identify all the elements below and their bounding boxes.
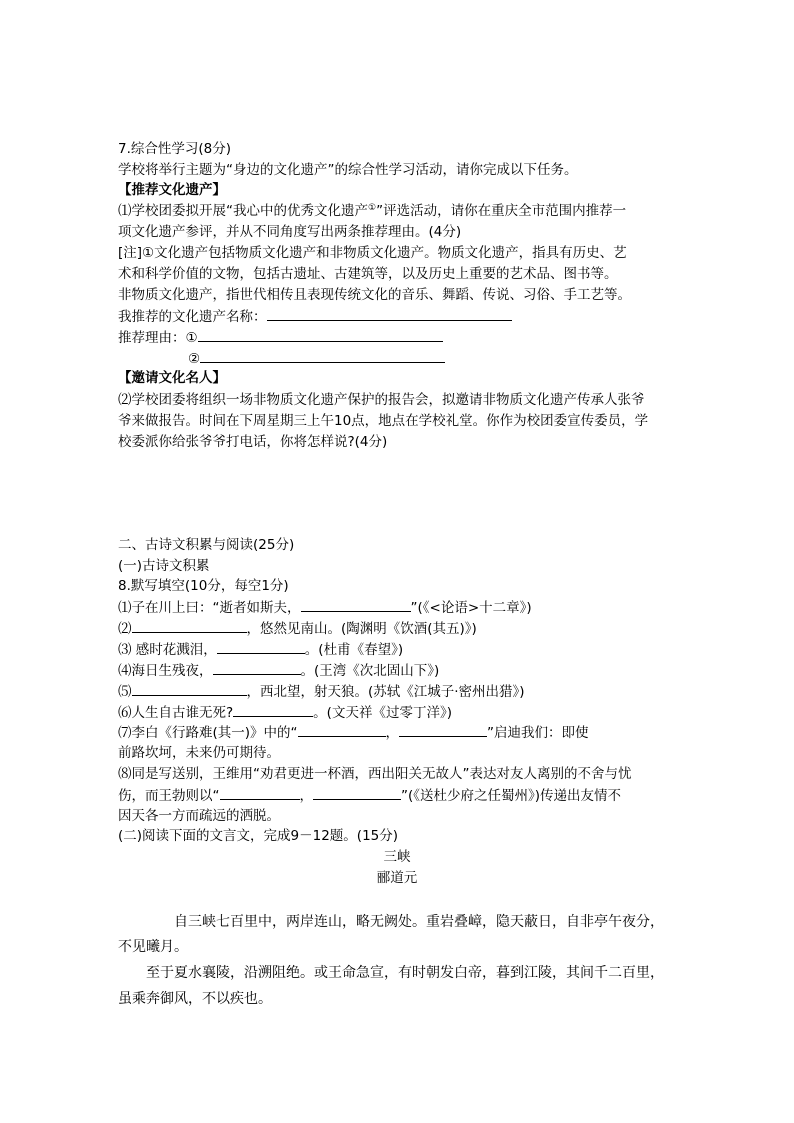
passage-p1-line2: 不见曦月。 xyxy=(118,939,188,955)
blank xyxy=(217,639,305,654)
passage-p2-line2: 虽乘奔御风，不以疾也。 xyxy=(118,991,272,1007)
heritage-name-blank xyxy=(267,306,512,321)
part2-title: 二、古诗文积累与阅读(25分) xyxy=(118,537,295,553)
q8-item7-line2: 前路坎坷，未来仍可期待。 xyxy=(118,745,280,761)
q8-item7-line1: ⑺李白《行路难(其一)》中的“ ， ”启迪我们：即使 xyxy=(118,722,589,743)
q8-item5: ⑸ ，西北望，射天狼。(苏轼《江城子·密州出猎》) xyxy=(118,681,525,702)
blank xyxy=(132,681,247,696)
footnote-marker: ① xyxy=(368,203,377,213)
q8-item1: ⑴子在川上曰：“逝者如斯夫， ”(《<论语>十二章》) xyxy=(118,597,532,618)
q8-item4: ⑷海日生残夜， 。(王湾《次北固山下》) xyxy=(118,660,439,681)
note-line1: [注]①文化遗产包括物质文化遗产和非物质文化遗产。物质文化遗产，指具有历史、艺 xyxy=(118,245,627,261)
part2-sub1: (一)古诗文积累 xyxy=(118,558,210,574)
q8-item8-line1: ⑻同是写送别，王维用“劝君更进一杯酒，西出阳关无故人”表达对友人离别的不舍与忧 xyxy=(118,766,632,782)
reason2-blank xyxy=(200,348,445,363)
q8-item2: ⑵ ，悠然见南山。(陶渊明《饮酒(其五)》) xyxy=(118,618,477,639)
q8-item6: ⑹人生自古谁无死? 。(文天祥《过零丁洋》) xyxy=(118,702,452,723)
reason2-row: ② xyxy=(188,348,445,369)
note-line2: 术和科学价值的文物，包括古遗址、古建筑等，以及历史上重要的艺术品、图书等。 xyxy=(118,266,618,282)
q8-title: 8.默写填空(10分，每空1分) xyxy=(118,578,289,594)
heritage-name-row: 我推荐的文化遗产名称： xyxy=(118,306,512,327)
task2-line3: 校委派你给张爷爷打电话，你将怎样说?(4分) xyxy=(118,434,388,450)
reason1-row: 推荐理由：① xyxy=(118,327,443,348)
q8-item8-line2: 伤，而王勃则以“ ， ”(《送杜少府之任蜀州》)传递出友情不 xyxy=(118,785,621,806)
task1-line1: ⑴学校团委拟开展“我心中的优秀文化遗产①”评选活动，请你在重庆全市范围内推荐一 xyxy=(118,203,627,219)
section-invite-celebrity: 【邀请文化名人】 xyxy=(118,370,226,386)
poem-title: 三峡 xyxy=(383,849,411,865)
blank xyxy=(298,722,386,737)
blank xyxy=(132,618,247,633)
passage-p2-line1: 至于夏水襄陵，沿溯阻绝。或王命急宣，有时朝发白帝，暮到江陵，其间千二百里， xyxy=(146,965,664,981)
task2-line1: ⑵学校团委将组织一场非物质文化遗产保护的报告会，拟邀请非物质文化遗产传承人张爷 xyxy=(118,392,645,408)
task2-line2: 爷来做报告。时间在下周星期三上午10点，地点在学校礼堂。你作为校团委宣传委员，学 xyxy=(118,413,649,429)
task1-line2: 项文化遗产参评，并从不同角度写出两条推荐理由。(4分) xyxy=(118,224,462,240)
blank xyxy=(313,785,401,800)
blank xyxy=(399,722,487,737)
note-line3: 非物质文化遗产，指世代相传且表现传统文化的音乐、舞蹈、传说、习俗、手工艺等。 xyxy=(118,287,631,303)
passage-p1-line1: 自三峡七百里中，两岸连山，略无阙处。重岩叠嶂，隐天蔽日，自非亭午夜分， xyxy=(174,914,664,930)
blank xyxy=(213,660,301,675)
q7-title: 7.综合性学习(8分) xyxy=(118,141,232,157)
q8-item8-line3: 因天各一方而疏远的洒脱。 xyxy=(118,808,280,824)
q8-item3: ⑶ 感时花溅泪， 。(杜甫《春望》) xyxy=(118,639,403,660)
section-recommend-heritage: 【推荐文化遗产】 xyxy=(118,182,226,198)
q7-intro: 学校将举行主题为“身边的文化遗产”的综合性学习活动，请你完成以下任务。 xyxy=(118,162,578,178)
part2-sub2: (二)阅读下面的文言文，完成9－12题。(15分) xyxy=(118,828,399,844)
blank xyxy=(220,785,300,800)
blank xyxy=(301,597,411,612)
reason1-blank xyxy=(198,327,443,342)
blank xyxy=(233,702,313,717)
poem-author: 郦道元 xyxy=(376,870,418,886)
